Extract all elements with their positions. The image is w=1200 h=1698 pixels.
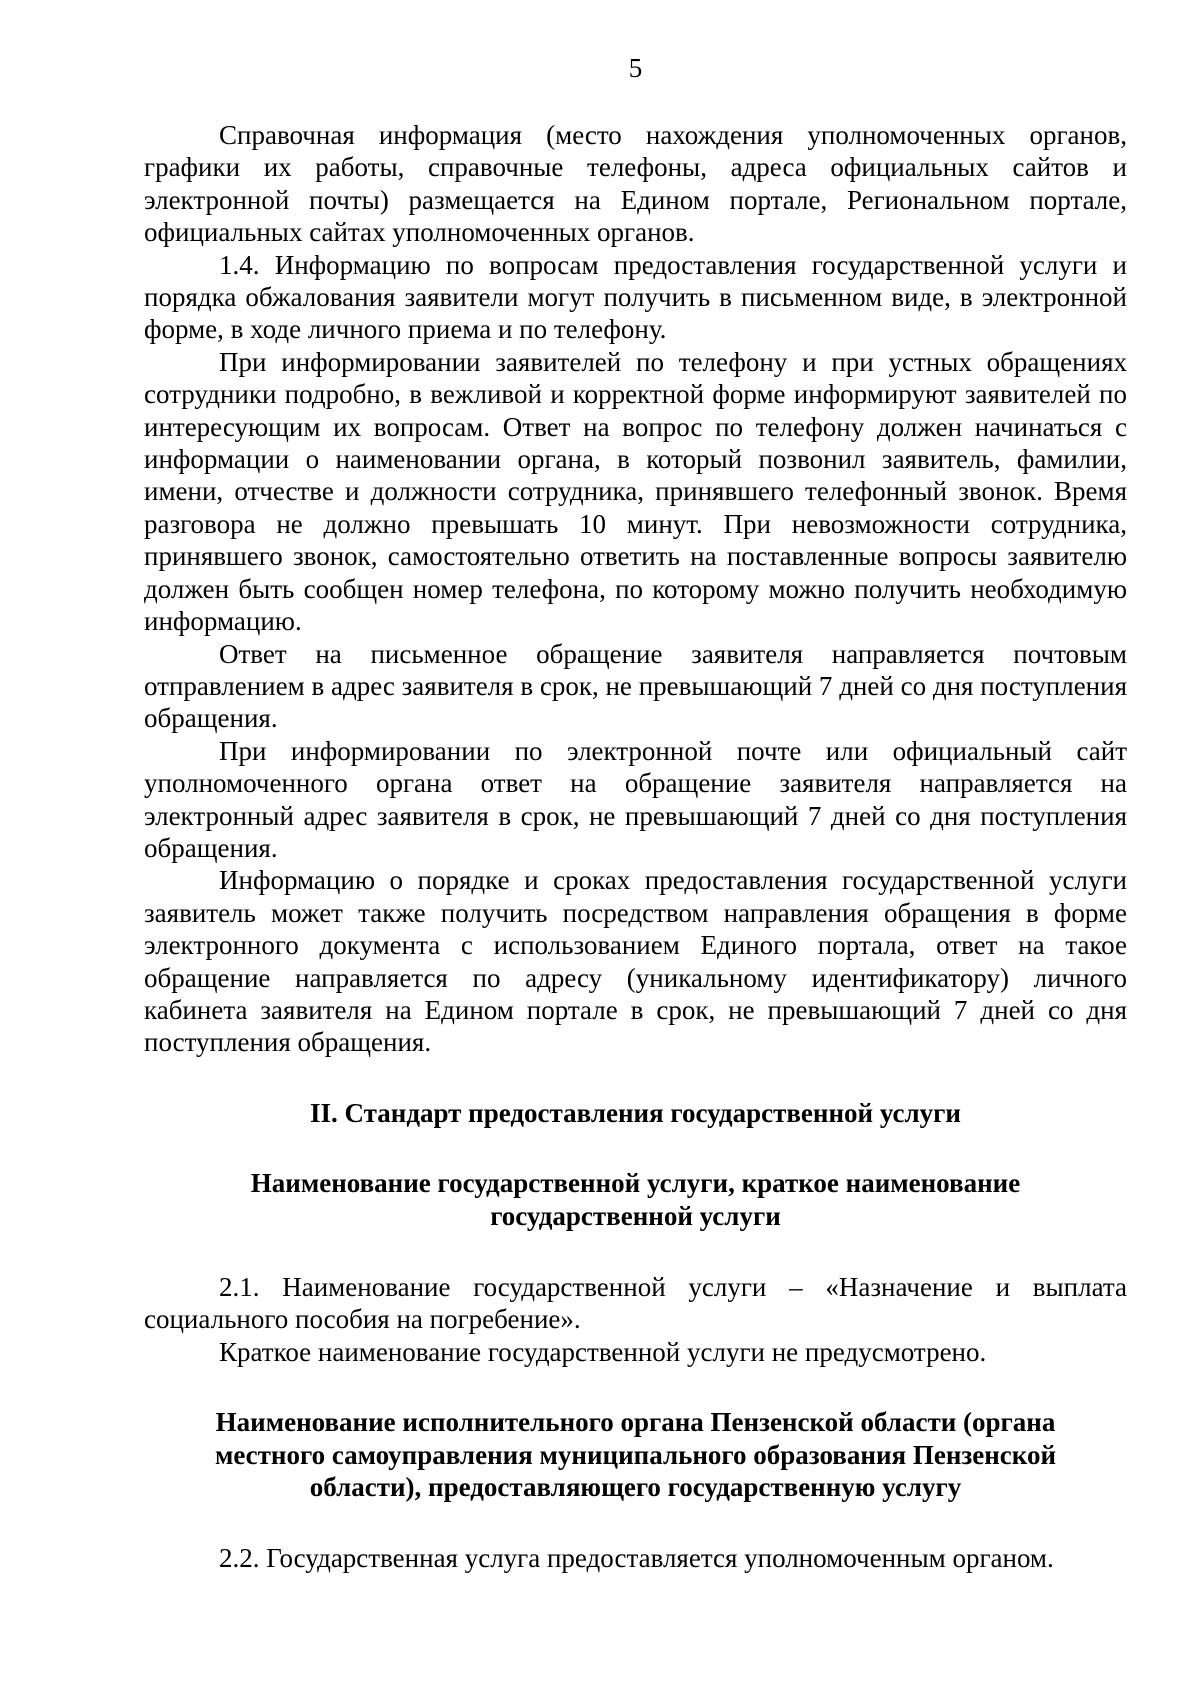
subsection-heading-line: Наименование государственной услуги, краткое наименование <box>250 1168 1021 1199</box>
subsection-heading-line: области), предоставляющего государственную услугу <box>309 1472 962 1503</box>
paragraph-short-name: Краткое наименование государственной услуги не предусмотрено. <box>219 1336 987 1367</box>
document-body <box>144 119 1127 1575</box>
subsection-heading-line: государственной услуги <box>490 1200 781 1231</box>
subsection-heading-line: местного самоуправления муниципального образования Пензенской <box>214 1439 1057 1470</box>
paragraph-written-reply: Ответ на письменное обращение заявителя направляется почтовым отправлением в адрес заявителя в срок, не превышающий 7 дней со дня поступления обращения. <box>144 638 1127 734</box>
paragraph-phone-informing: При информировании заявителей по телефону и при устных обращениях сотрудники подробно, в вежливой и корректной форме информируют заявителей по интересующим их вопросам. Ответ на вопрос по телефону должен начинаться с информации о наименовании органа, в который позвонил заявитель, фамилии, имени, отчестве и должности сотрудника, принявшего телефонный звонок. Время разговора не должно превышать 10 минут. При невозможности сотрудника, принявшего звонок, самостоятельно ответить на поставленные вопросы заявителю должен быть сообщен номер телефона, по которому можно получить необходимую информацию. <box>144 346 1127 637</box>
paragraph-email-reply: При информировании по электронной почте или официальный сайт уполномоченного органа ответ на обращение заявителя направляется на электронный адрес заявителя в срок, не превышающий 7 дней со дня поступления обращения. <box>144 735 1127 863</box>
paragraph-reference-info: Справочная информация (место нахождения уполномоченных органов, графики их работы, справочные телефоны, адреса официальных сайтов и электронной почты) размещается на Едином портале, Региональном портале, официальных сайтах уполномоченных органов. <box>144 120 1127 248</box>
spacer <box>144 1232 1127 1271</box>
subsection-heading-line: Наименование исполнительного органа Пензенской области (органа <box>215 1407 1056 1438</box>
spacer <box>144 1503 1127 1542</box>
paragraph-portal-reply: Информацию о порядке и сроках предоставления государственной услуги заявитель может также получить посредством направления обращения в форме электронного документа с использованием Единого портала, ответ на такое обращение направляется по адресу (уникальному идентификатору) личного кабинета заявителя на Едином портале в срок, не превышающий 7 дней со дня поступления обращения. <box>144 865 1127 1058</box>
subsection-service-name <box>144 1167 1127 1368</box>
spacer <box>144 1059 1127 1097</box>
paragraph-2-1: 2.1. Наименование государственной услуги – «Назначение и выплата социального пособия на погребение». <box>144 1272 1127 1335</box>
spacer <box>144 1368 1127 1406</box>
spacer <box>144 1129 1127 1167</box>
page-number: 5 <box>628 53 643 83</box>
section-heading: II. Стандарт предоставления государственной услуги <box>310 1097 961 1128</box>
paragraph-2-2: 2.2. Государственная услуга предоставляется уполномоченным органом. <box>219 1543 1054 1574</box>
paragraph-1-4: 1.4. Информацию по вопросам предоставления государственной услуги и порядка обжалования заявители могут получить в письменном виде, в электронной форме, в ходе личного приема и по телефону. <box>144 249 1127 345</box>
subsection-executive-body <box>144 1406 1127 1575</box>
